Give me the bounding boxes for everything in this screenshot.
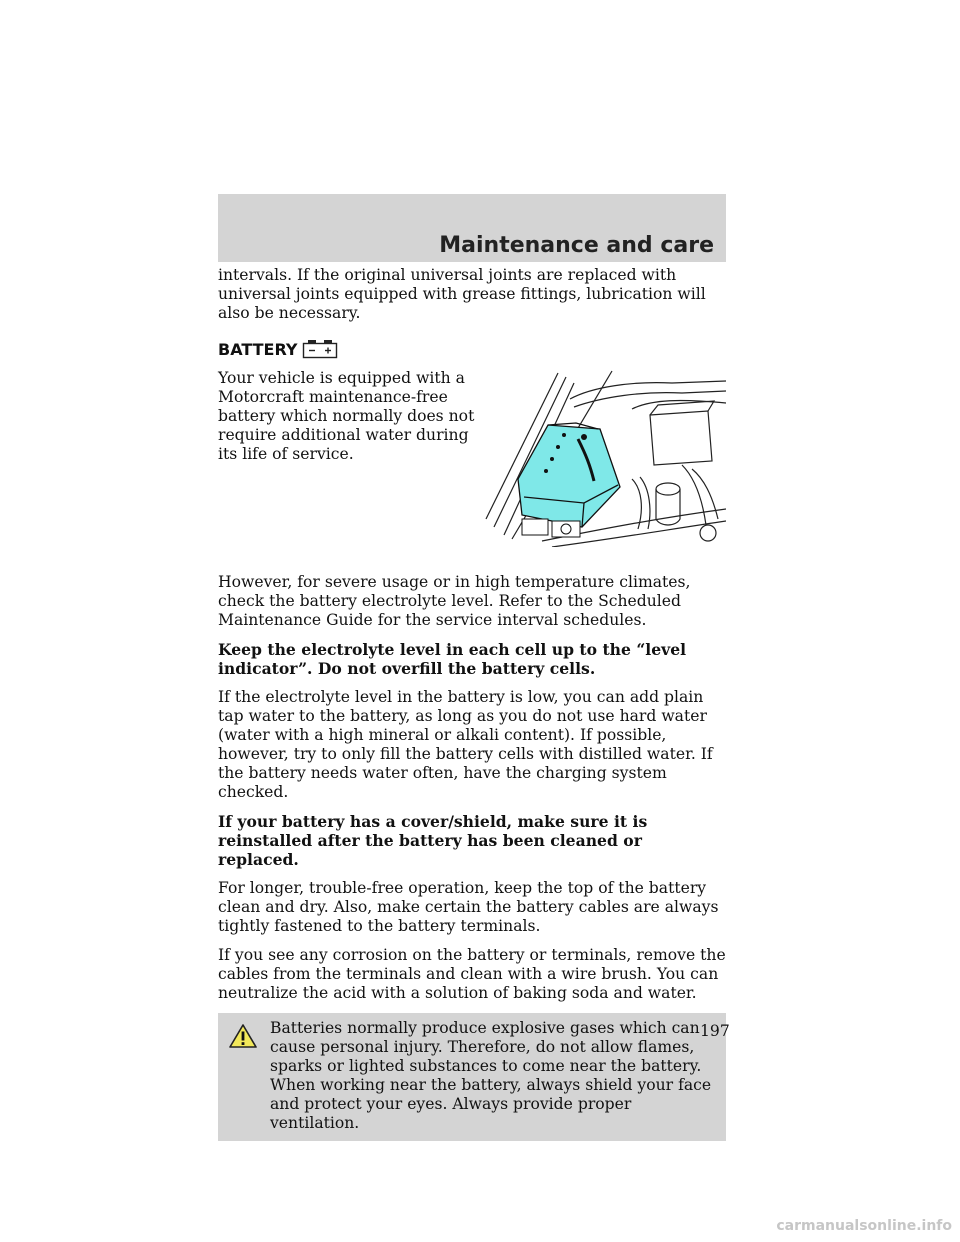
battery-intro-block xyxy=(218,369,726,559)
page-number: 197 xyxy=(700,1022,730,1040)
page-content xyxy=(218,266,730,1141)
warning-triangle-icon xyxy=(228,1023,258,1049)
battery-bold-note-2: If your battery has a cover/shield, make sure it is reinstalled after the battery has been cleaned or replaced. xyxy=(218,812,648,869)
battery-paragraph-4: For longer, trouble-free operation, keep the top of the battery clean and dry. Also, make certain the battery cables are always tightly fastened to the battery terminals. xyxy=(218,879,719,935)
header-band xyxy=(218,194,726,262)
intro-paragraph: intervals. If the original universal joints are replaced with universal joints equipped with grease fittings, lubrication will also be necessary. xyxy=(218,266,706,322)
battery-heading xyxy=(218,337,726,359)
battery-engine-compartment-illustration xyxy=(482,369,726,547)
page-title: Maintenance and care xyxy=(439,233,714,258)
battery-paragraph-3: If the electrolyte level in the battery is low, you can add plain tap water to the battery, as long as you do not use hard water (water with a high mineral or alkali content). If possible, however, try to only fill the battery cells with distilled water. If the battery needs water often, have the charging system checked. xyxy=(218,688,713,801)
warning-box xyxy=(218,1013,730,1141)
warning-text: Batteries normally produce explosive gases which can cause personal injury. Therefore, do not allow flames, sparks or lighted substances to come near the battery. When working near the battery, always shield your face and protect your eyes. Always provide proper ventilation. xyxy=(270,1019,712,1132)
battery-paragraph-2: However, for severe usage or in high temperature climates, check the battery electrolyte level. Refer to the Scheduled Maintenance Guide for the service interval schedules. xyxy=(218,573,691,629)
battery-heading-text: BATTERY xyxy=(218,340,298,359)
footer-watermark: carmanualsonline.info xyxy=(776,1218,952,1234)
battery-paragraph-5: If you see any corrosion on the battery or terminals, remove the cables from the terminals and clean with a wire brush. You can neutralize the acid with a solution of baking soda and water. xyxy=(218,946,726,1002)
battery-bold-note-1: Keep the electrolyte level in each cell up to the “level indicator”. Do not overfill the battery cells. xyxy=(218,640,687,678)
battery-icon xyxy=(302,339,338,359)
battery-paragraph-1: Your vehicle is equipped with a Motorcraft maintenance-free battery which normally does not require additional water during its life of service. xyxy=(218,369,475,463)
